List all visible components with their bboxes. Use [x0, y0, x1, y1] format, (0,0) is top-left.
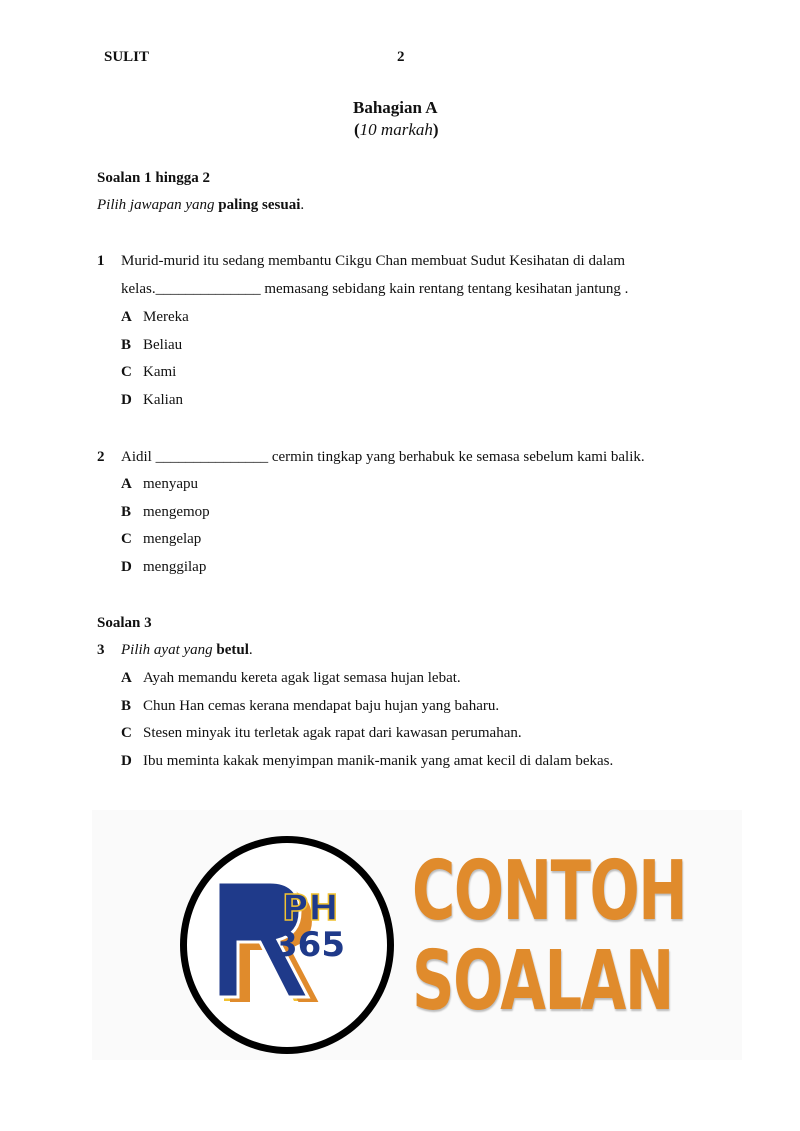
q1-option-c[interactable] — [121, 364, 176, 381]
q3-option-c[interactable] — [121, 725, 522, 742]
instr-italic: Pilih jawapan yang — [97, 197, 215, 213]
instr-bold: betul — [216, 642, 249, 658]
q2-number: 2 — [97, 449, 105, 465]
option-letter: C — [121, 531, 132, 547]
option-text: Mereka — [143, 309, 189, 325]
option-letter: B — [121, 698, 132, 714]
option-letter: D — [121, 559, 132, 575]
group1-instruction — [97, 197, 304, 214]
option-letter: A — [121, 309, 132, 325]
group1-title: Soalan 1 hingga 2 — [97, 170, 210, 186]
q2-option-c[interactable] — [121, 531, 201, 548]
rph365-logo-icon — [200, 872, 370, 1002]
option-text: mengemop — [143, 504, 210, 520]
option-letter: C — [121, 725, 132, 741]
option-letter: B — [121, 337, 132, 353]
option-text: Ayah memandu kereta agak ligat semasa hujan lebat. — [143, 670, 461, 686]
q1-number: 1 — [97, 253, 105, 269]
q1-option-d[interactable] — [121, 392, 183, 409]
option-text: Beliau — [143, 337, 183, 353]
option-letter: A — [121, 476, 132, 492]
option-text: Ibu meminta kakak menyimpan manik-manik yang amat kecil di dalam bekas. — [143, 753, 614, 769]
instr-end: . — [248, 642, 253, 658]
section-title: Bahagian A — [353, 98, 438, 117]
option-text: menggilap — [143, 559, 207, 575]
q2-option-a[interactable] — [121, 476, 198, 493]
instr-italic: Pilih ayat yang — [121, 642, 213, 658]
logo-text-ph: PH — [282, 888, 339, 929]
option-text: Kalian — [143, 392, 183, 408]
option-text: Kami — [143, 364, 177, 380]
option-letter: D — [121, 392, 132, 408]
q3-number: 3 — [97, 642, 105, 658]
option-letter: C — [121, 364, 132, 380]
paren-close: ) — [432, 120, 439, 139]
option-text: menyapu — [143, 476, 198, 492]
q2-option-b[interactable] — [121, 504, 210, 521]
option-letter: B — [121, 504, 132, 520]
q2-text: Aidil _______________ cermin tingkap yang berhabuk ke semasa sebelum kami balik. — [121, 449, 645, 465]
group2-title: Soalan 3 — [97, 615, 152, 631]
paren-open: ( — [354, 120, 360, 139]
q3-instruction — [121, 642, 253, 659]
instr-bold: paling sesuai — [218, 197, 301, 213]
option-text: Chun Han cemas kerana mendapat baju hujan yang baharu. — [143, 698, 500, 714]
option-letter: D — [121, 753, 132, 769]
option-letter: A — [121, 670, 132, 686]
q1-line2: kelas.______________ memasang sebidang kain rentang tentang kesihatan jantung . — [121, 281, 629, 297]
watermark-soalan: SOALAN — [412, 934, 673, 1029]
q1-line1: Murid-murid itu sedang membantu Cikgu Chan membuat Sudut Kesihatan di dalam — [121, 253, 626, 269]
q1-option-b[interactable] — [121, 337, 182, 354]
option-text: Stesen minyak itu terletak agak rapat dari kawasan perumahan. — [143, 725, 522, 741]
q3-option-a[interactable] — [121, 670, 461, 687]
header-sulit: SULIT — [104, 49, 150, 65]
logo-text-365: 365 — [274, 925, 345, 965]
watermark-contoh: CONTOH — [412, 844, 687, 939]
q3-option-d[interactable] — [121, 753, 613, 770]
page-number: 2 — [397, 49, 405, 65]
q2-option-d[interactable] — [121, 559, 206, 576]
marks-text: 10 markah — [359, 120, 433, 139]
option-text: mengelap — [143, 531, 202, 547]
q3-option-b[interactable] — [121, 698, 499, 715]
instr-end: . — [300, 197, 305, 213]
q1-option-a[interactable] — [121, 309, 189, 326]
section-marks — [354, 120, 439, 140]
